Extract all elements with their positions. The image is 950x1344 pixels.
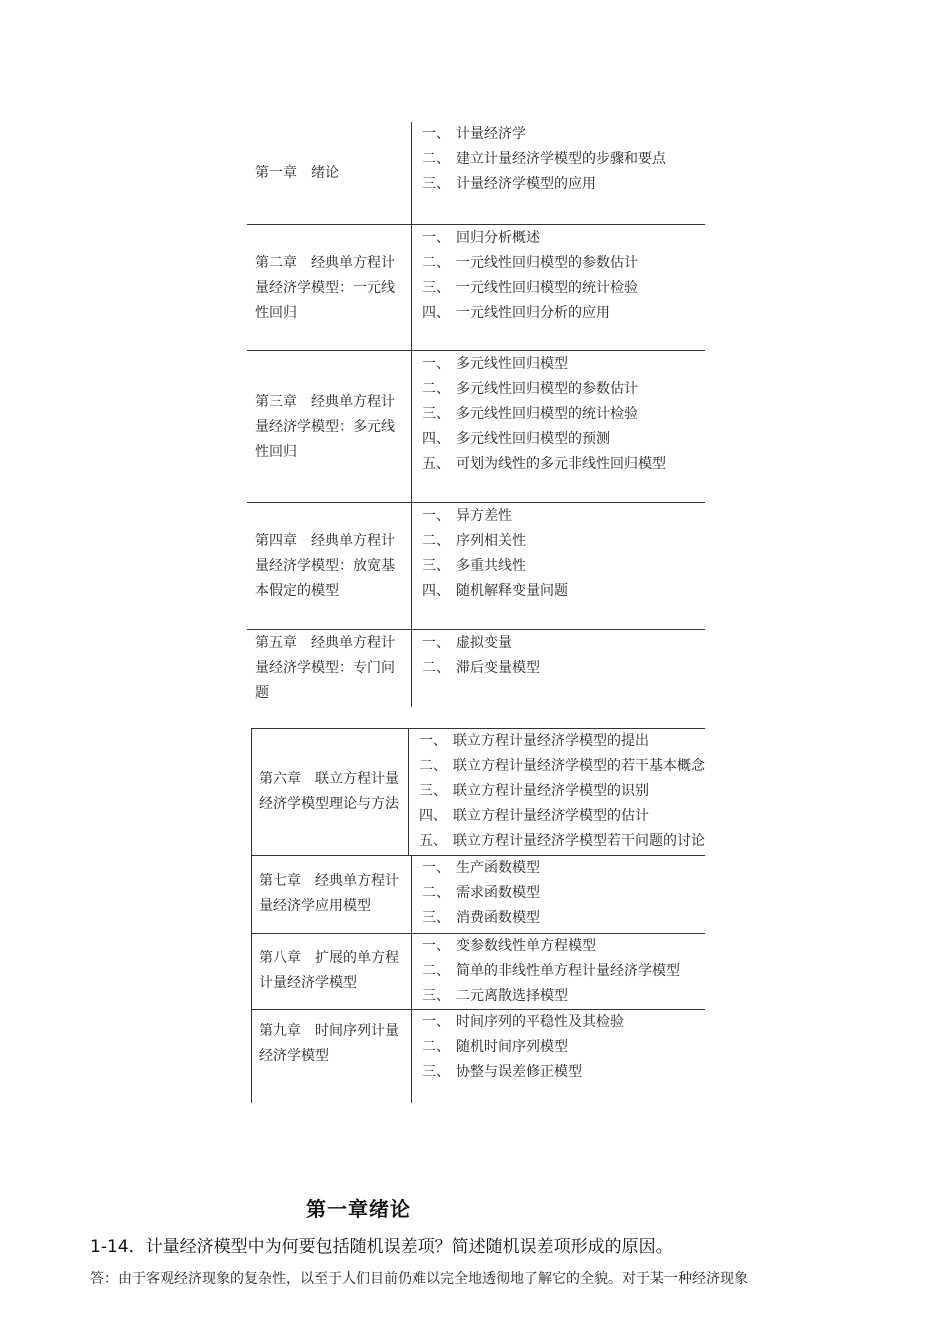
chapter-items [411, 224, 705, 350]
toc-item: 二、 一元线性回归模型的参数估计 [422, 255, 638, 271]
toc-item: 四、 随机解释变量问题 [422, 583, 568, 599]
toc-item: 三、 多元线性回归模型的统计检验 [422, 406, 638, 422]
chapter-title: 第六章 联立方程计量经济学模型理论与方法 [259, 771, 399, 812]
question-text: 1-14．计量经济模型中为何要包括随机误差项？简述随机误差项形成的原因。 [90, 1237, 673, 1257]
section-title: 第一章绪论 [306, 1197, 411, 1221]
toc-item: 二、 序列相关性 [422, 533, 526, 549]
chapter-items [411, 502, 705, 629]
toc-item: 一、 异方差性 [422, 508, 512, 524]
toc-row-chapter-1 [247, 122, 705, 224]
row-divider [247, 629, 705, 630]
toc-item: 三、 多重共线性 [422, 558, 526, 574]
toc-item: 二、 滞后变量模型 [422, 660, 540, 676]
toc-item: 一、 变参数线性单方程模型 [422, 938, 596, 954]
toc-item: 二、 随机时间序列模型 [422, 1039, 568, 1055]
toc-item: 三、 二元离散选择模型 [422, 988, 568, 1004]
toc-row-chapter-8 [251, 933, 705, 1009]
toc-row-chapter-7 [251, 855, 705, 933]
toc-item: 二、 简单的非线性单方程计量经济学模型 [422, 963, 680, 979]
toc-item: 三、 消费函数模型 [422, 910, 540, 926]
toc-item: 一、 联立方程计量经济学模型的提出 [419, 733, 649, 749]
toc-row-chapter-4 [247, 502, 705, 629]
chapter-items [411, 629, 705, 707]
chapter-title: 第九章 时间序列计量经济学模型 [259, 1023, 399, 1064]
toc-item: 三、 计量经济学模型的应用 [422, 176, 596, 192]
toc-row-chapter-2 [247, 224, 705, 350]
toc-item: 一、 虚拟变量 [422, 635, 512, 651]
toc-item: 一、 多元线性回归模型 [422, 356, 568, 372]
toc-row-chapter-3 [247, 350, 705, 502]
toc-item: 一、 生产函数模型 [422, 860, 540, 876]
chapter-items [411, 122, 705, 224]
toc-item: 三、 联立方程计量经济学模型的识别 [419, 783, 649, 799]
toc-row-chapter-6 [251, 728, 705, 855]
chapter-items [411, 350, 705, 502]
toc-row-chapter-5 [247, 629, 705, 707]
row-divider [247, 350, 705, 351]
chapter-items [411, 1009, 705, 1103]
answer-text: 答：由于客观经济现象的复杂性，以至于人们目前仍难以完全地透彻地了解它的全貌。对于某一种经济现象 [90, 1271, 748, 1287]
chapter-items [411, 933, 705, 1009]
chapter-title: 第八章 扩展的单方程计量经济学模型 [259, 950, 399, 991]
chapter-title: 第七章 经典单方程计量经济学应用模型 [259, 873, 399, 914]
chapter-title: 第四章 经典单方程计量经济学模型：放宽基本假定的模型 [255, 533, 395, 599]
toc-item: 四、 多元线性回归模型的预测 [422, 431, 610, 447]
toc-item: 三、 协整与误差修正模型 [422, 1064, 582, 1080]
toc-item: 四、 联立方程计量经济学模型的估计 [419, 808, 649, 824]
toc-row-chapter-9 [251, 1009, 705, 1103]
toc-item: 一、 回归分析概述 [422, 230, 540, 246]
chapter-title: 第五章 经典单方程计量经济学模型：专门问题 [255, 635, 395, 701]
row-divider [247, 224, 705, 225]
toc-item: 四、 一元线性回归分析的应用 [422, 305, 610, 321]
toc-item: 二、 建立计量经济学模型的步骤和要点 [422, 151, 666, 167]
chapter-title: 第三章 经典单方程计量经济学模型：多元线性回归 [255, 393, 395, 460]
chapter-items [411, 855, 705, 933]
chapter-title: 第一章 绪论 [255, 164, 339, 181]
row-divider [251, 855, 705, 856]
chapter-items [408, 729, 705, 855]
toc-table-bottom [251, 728, 705, 1103]
toc-item: 一、 计量经济学 [422, 126, 526, 142]
toc-table-top [247, 122, 705, 707]
toc-item: 五、 可划为线性的多元非线性回归模型 [422, 456, 666, 472]
row-divider [251, 933, 705, 934]
row-divider [251, 1009, 705, 1010]
toc-item: 五、 联立方程计量经济学模型若干问题的讨论 [419, 833, 705, 849]
toc-item: 二、 需求函数模型 [422, 885, 540, 901]
row-divider [247, 502, 705, 503]
toc-item: 一、 时间序列的平稳性及其检验 [422, 1014, 624, 1030]
toc-item: 二、 多元线性回归模型的参数估计 [422, 381, 638, 397]
chapter-title: 第二章 经典单方程计量经济学模型：一元线性回归 [255, 254, 395, 321]
toc-item: 二、 联立方程计量经济学模型的若干基本概念 [419, 758, 705, 774]
toc-item: 三、 一元线性回归模型的统计检验 [422, 280, 638, 296]
